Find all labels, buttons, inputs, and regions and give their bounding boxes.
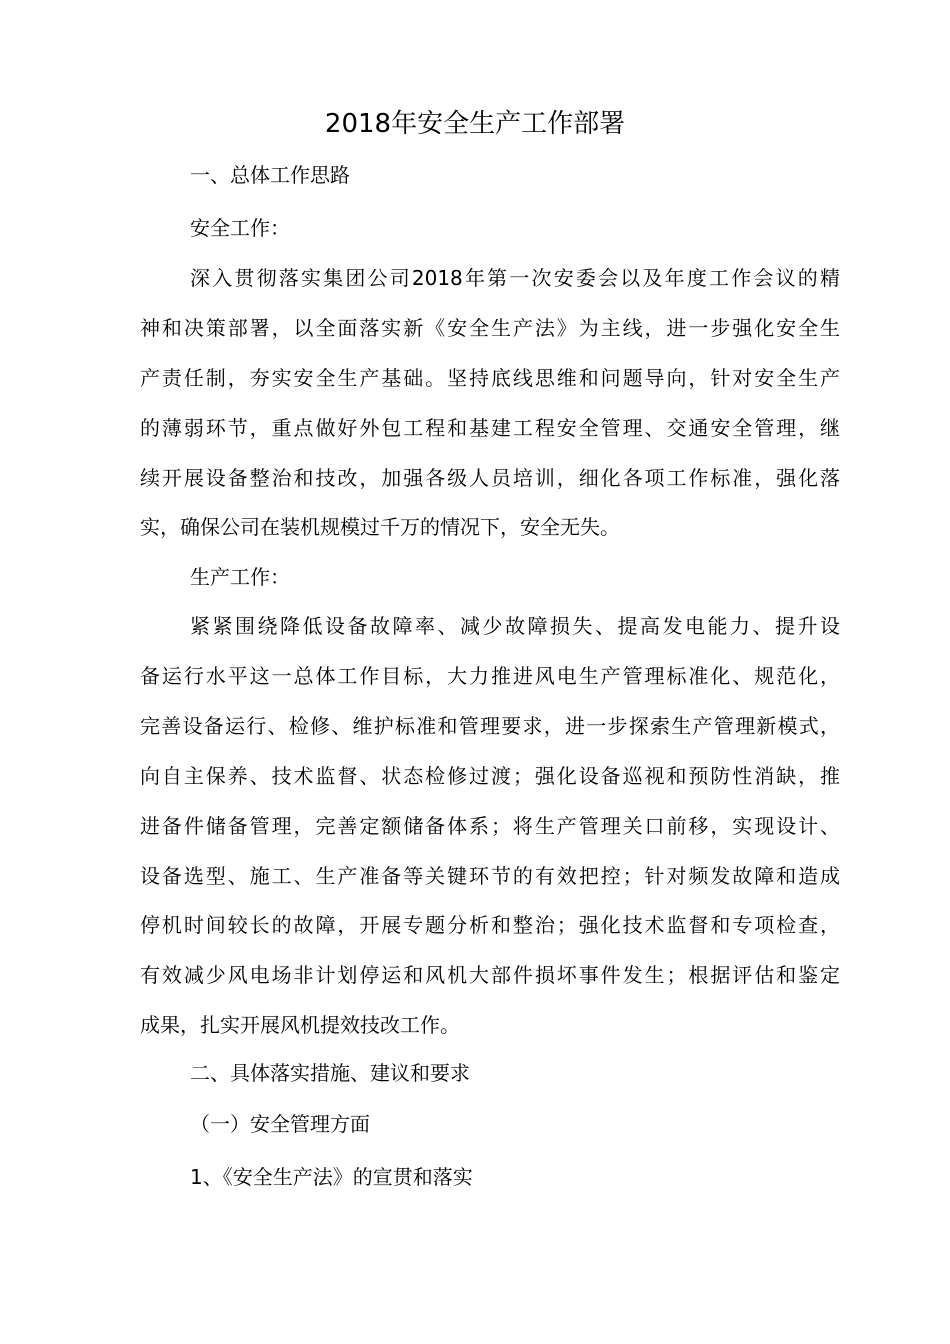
paragraph-line: 紧紧围绕降低设备故障率、减少故障损失、提高发电能力、提升设 xyxy=(190,614,840,638)
paragraph-line: 产责任制，夯实安全生产基础。坚持底线思维和问题导向，针对安全生产 xyxy=(140,366,840,390)
safety-label: 安全工作： xyxy=(190,216,290,240)
paragraph-line: 进备件储备管理，完善定额储备体系；将生产管理关口前移，实现设计、 xyxy=(140,814,840,838)
paragraph-line: 成果，扎实开展风机提效技改工作。 xyxy=(140,1013,460,1037)
paragraph-line: 备运行水平这一总体工作目标，大力推进风电生产管理标准化、规范化， xyxy=(140,664,840,688)
paragraph-line: 完善设备运行、检修、维护标准和管理要求，进一步探索生产管理新模式， xyxy=(140,714,840,738)
subsection-heading: （一）安全管理方面 xyxy=(190,1112,370,1136)
paragraph-line: 停机时间较长的故障，开展专题分析和整治；强化技术监督和专项检查， xyxy=(140,913,840,937)
paragraph-line: 的薄弱环节，重点做好外包工程和基建工程安全管理、交通安全管理，继 xyxy=(140,416,840,440)
production-label: 生产工作： xyxy=(190,565,290,589)
paragraph-line: 向自主保养、技术监督、状态检修过渡；强化设备巡视和预防性消缺，推 xyxy=(140,764,840,788)
paragraph-line: 实，确保公司在装机规模过千万的情况下，安全无失。 xyxy=(140,515,620,539)
document-title: 2018年安全生产工作部署 xyxy=(324,109,626,139)
paragraph-line: 续开展设备整治和技改，加强各级人员培训，细化各项工作标准，强化落 xyxy=(140,466,840,490)
item-heading: 1、《安全生产法》的宣贯和落实 xyxy=(190,1165,473,1189)
paragraph-line: 设备选型、施工、生产准备等关键环节的有效把控；针对频发故障和造成 xyxy=(140,864,840,888)
section-heading: 二、具体落实措施、建议和要求 xyxy=(190,1061,470,1085)
paragraph-line: 神和决策部署，以全面落实新《安全生产法》为主线，进一步强化安全生 xyxy=(140,316,840,340)
section-heading: 一、总体工作思路 xyxy=(190,163,350,187)
paragraph-line: 有效减少风电场非计划停运和风机大部件损坏事件发生；根据评估和鉴定 xyxy=(140,963,840,987)
paragraph-line: 深入贯彻落实集团公司2018年第一次安委会以及年度工作会议的精 xyxy=(190,266,840,290)
